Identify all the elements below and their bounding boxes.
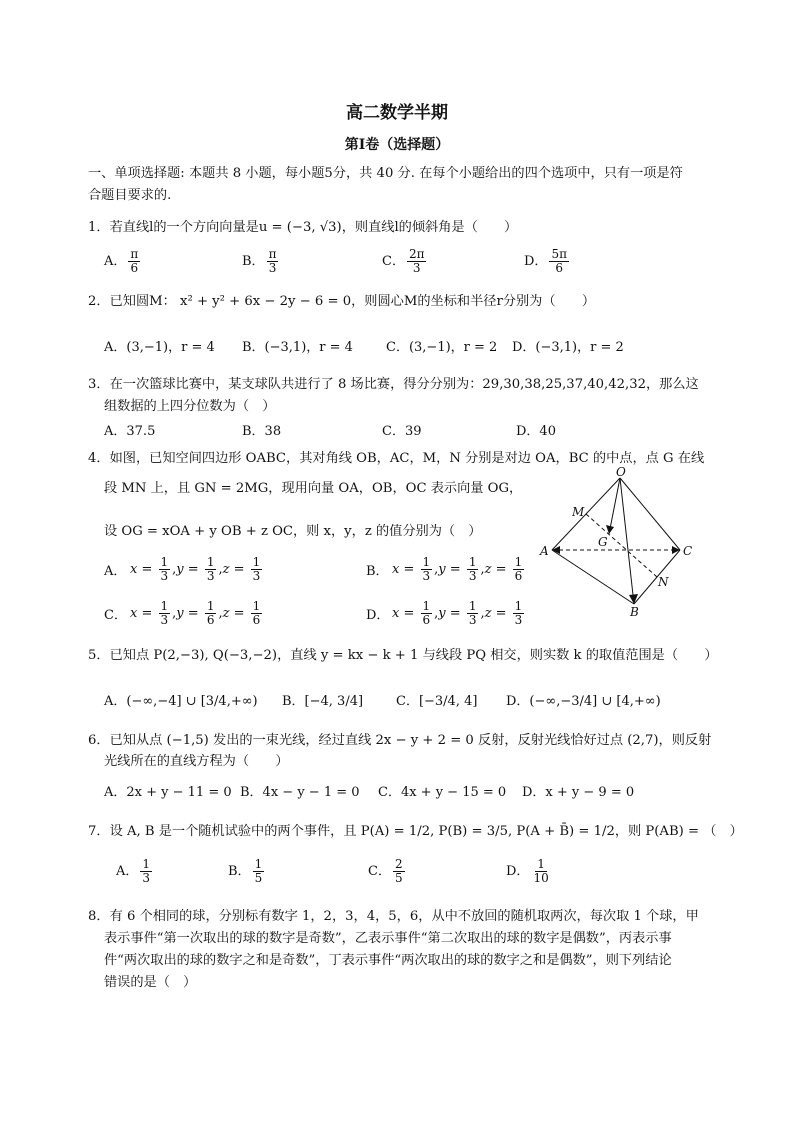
numerator: 1	[537, 857, 545, 871]
label-m: M	[572, 505, 585, 519]
instructions-line-1: 一、单项选择题: 本题共 8 小题，每小题5分，共 40 分. 在每个小题给出的四个选项中，只有一项是符	[88, 166, 683, 181]
q5-option-a[interactable]: A．(−∞,−4] ∪ [3/4,+∞)	[104, 694, 258, 709]
tetrahedron-figure	[536, 466, 706, 618]
fraction	[140, 858, 152, 885]
q6-option-b[interactable]: B．4x − y − 1 = 0	[240, 785, 360, 800]
option-label: D．	[524, 254, 548, 269]
q1-option-b[interactable]	[242, 248, 280, 275]
label-a: A	[540, 544, 549, 558]
q3-option-b[interactable]: B．38	[242, 424, 282, 439]
denominator: 6	[422, 613, 431, 627]
q1-option-c[interactable]	[382, 248, 428, 275]
fraction	[159, 600, 171, 627]
q4-option-b-values: x = $\frac{1}{3}$ ,y = $\frac{1}{3}$ ,z = $\frac{1}{6}$	[392, 555, 523, 583]
denominator: 3	[268, 261, 277, 275]
q7-option-d[interactable]	[506, 858, 553, 885]
fraction	[421, 556, 433, 583]
q4-option-c[interactable]: C．	[104, 608, 127, 623]
option-label: C．	[368, 864, 391, 879]
denominator: 3	[468, 569, 477, 583]
q5-stem: 5．已知点 P(2,−3), Q(−3,−2)，直线 y = kx − k + 1 与线段 PQ 相交，则实数 k 的取值范围是（ ）	[88, 648, 718, 663]
numerator: 1	[160, 599, 169, 613]
fraction	[251, 600, 263, 627]
q1-option-a[interactable]	[104, 248, 142, 275]
fraction	[421, 600, 433, 627]
q4-line-3: 设 OG = xOA + y OB + z OC，则 x，y，z 的值分别为（ ）	[104, 524, 482, 539]
numerator: 1	[252, 599, 261, 613]
q3-option-a[interactable]: A．37.5	[104, 424, 156, 439]
fraction	[205, 600, 217, 627]
q4-option-d[interactable]: D．	[366, 608, 390, 623]
fraction	[253, 858, 265, 885]
numerator: 1	[160, 555, 169, 569]
q8-line-1: 8．有 6 个相同的球，分别标有数字 1，2，3，4，5，6，从中不放回的随机取两次，每次取 1 个球，甲	[88, 909, 699, 924]
denominator: 5	[394, 871, 403, 885]
q6-option-a[interactable]: A．2x + y − 11 = 0	[104, 785, 232, 800]
denominator: 3	[252, 569, 261, 583]
numerator: 1	[142, 857, 151, 871]
option-label: B．	[228, 864, 251, 879]
edge-ab	[552, 550, 634, 604]
arrow-ob	[629, 594, 638, 604]
q5-option-d[interactable]: D．(−∞,−3/4] ∪ [4,+∞)	[506, 694, 661, 709]
q1-stem: 1．若直线l的一个方向向量是u = (−3, √3)，则直线l的倾斜角是（ ）	[88, 220, 518, 235]
option-label: B．	[242, 254, 265, 269]
denominator: 3	[206, 569, 215, 583]
option-label: D．	[506, 864, 530, 879]
fraction	[159, 556, 171, 583]
denominator: 6	[252, 613, 261, 627]
q4-line-1: 4．如图，已知空间四边形 OABC，其对角线 OB，AC，M，N 分别是对边 OA，BC 的中点，点 G 在线	[88, 451, 705, 466]
arrow-oc	[672, 546, 680, 554]
numerator: 1	[468, 599, 477, 613]
q7-stem: 7．设 A, B 是一个随机试验中的两个事件，且 P(A) = 1/2, P(B) = 3/5, P(A + B̄) = 1/2，则 P(AB) = （ ）	[88, 824, 743, 839]
fraction	[251, 556, 263, 583]
numerator: 1	[206, 555, 215, 569]
numerator: 1	[252, 555, 261, 569]
denominator: 5	[254, 871, 263, 885]
numerator: 1	[514, 599, 523, 613]
vector-og	[609, 478, 620, 534]
section-heading: 第Ⅰ卷（选择题）	[344, 137, 450, 153]
denominator: 3	[468, 613, 477, 627]
numerator: π	[268, 247, 277, 261]
numerator: 1	[422, 555, 431, 569]
q2-option-a[interactable]: A．(3,−1)，r = 4	[104, 340, 215, 355]
fraction	[549, 248, 569, 275]
denominator: 3	[142, 871, 151, 885]
denominator: 10	[533, 871, 549, 885]
q2-option-c[interactable]: C．(3,−1)，r = 2	[386, 340, 498, 355]
q4-option-a-values: x = $\frac{1}{3}$ ,y = $\frac{1}{3}$ ,z = $\frac{1}{3}$	[130, 555, 261, 583]
q3-line-2: 组数据的上四分位数为（ ）	[104, 399, 276, 414]
q8-line-2: 表示事件“第一次取出的球的数字是奇数”，乙表示事件“第二次取出的球的数字是偶数”，丙表示事	[104, 931, 672, 946]
label-b: B	[630, 605, 639, 618]
q4-option-c-values: x = $\frac{1}{3}$ ,y = $\frac{1}{6}$ ,z = $\frac{1}{6}$	[130, 599, 261, 627]
q8-line-4: 错误的是（ ）	[104, 975, 197, 990]
denominator: 6	[206, 613, 215, 627]
q6-option-d[interactable]: D．x + y − 9 = 0	[522, 785, 635, 800]
fraction	[467, 600, 479, 627]
q3-option-c[interactable]: C．39	[382, 424, 422, 439]
q4-option-d-values: x = $\frac{1}{6}$ ,y = $\frac{1}{3}$ ,z = $\frac{1}{3}$	[392, 599, 523, 627]
fraction	[128, 248, 140, 275]
denominator: 6	[514, 569, 523, 583]
numerator: 1	[422, 599, 431, 613]
fraction	[467, 556, 479, 583]
fraction	[407, 248, 427, 275]
denominator: 3	[160, 569, 169, 583]
numerator: 5π	[551, 247, 567, 261]
denominator: 6	[555, 261, 564, 275]
fraction	[393, 858, 405, 885]
option-label: C．	[382, 254, 405, 269]
q2-stem: 2．已知圆M： x² + y² + 6x − 2y − 6 = 0，则圆心M的坐标和半径r分别为（ ）	[88, 294, 596, 309]
q1-option-d[interactable]	[524, 248, 571, 275]
q7-option-c[interactable]	[368, 858, 407, 885]
fraction	[205, 556, 217, 583]
denominator: 3	[412, 261, 421, 275]
denominator: 3	[514, 613, 523, 627]
q5-option-b[interactable]: B．[−4, 3/4]	[282, 694, 364, 709]
q7-option-a[interactable]	[116, 858, 154, 885]
fraction	[513, 556, 525, 583]
edge-ob	[620, 478, 634, 604]
q3-line-1: 3．在一次篮球比赛中，某支球队共进行了 8 场比赛，得分分别为：29,30,38,25,37,40,42,32，那么这	[88, 377, 699, 392]
label-o: O	[616, 466, 626, 479]
q6-line-2: 光线所在的直线方程为（ ）	[104, 754, 289, 769]
option-label: A．	[104, 254, 127, 269]
segment-mn	[586, 514, 657, 577]
numerator: 1	[206, 599, 215, 613]
instructions-line-2: 合题目要求的.	[88, 188, 172, 203]
label-c: C	[683, 544, 693, 558]
fraction	[267, 248, 279, 275]
label-n: N	[658, 575, 669, 589]
q8-line-3: 件“两次取出的球的数字之和是奇数”，丁表示事件“两次取出的球的数字之和是偶数”，则下列结论	[104, 953, 672, 968]
q2-option-b[interactable]: B．(−3,1)，r = 4	[242, 340, 353, 355]
edge-oc	[620, 478, 680, 550]
denominator: 3	[422, 569, 431, 583]
numerator: 1	[254, 857, 263, 871]
q3-option-d[interactable]: D．40	[516, 424, 556, 439]
q7-option-b[interactable]	[228, 858, 266, 885]
page-title: 高二数学半期	[346, 103, 448, 123]
numerator: 1	[514, 555, 523, 569]
label-g: G	[598, 535, 608, 549]
numerator: 2	[394, 857, 403, 871]
q6-option-c[interactable]: C．4x + y − 15 = 0	[378, 785, 507, 800]
numerator: 2π	[408, 247, 425, 261]
q2-option-d[interactable]: D．(−3,1)，r = 2	[512, 340, 624, 355]
fraction	[513, 600, 525, 627]
denominator: 6	[130, 261, 139, 275]
q4-line-2: 段 MN 上，且 GN = 2MG，现用向量 OA，OB，OC 表示向量 OG，	[104, 481, 523, 496]
fraction	[531, 858, 550, 885]
option-label: A．	[116, 864, 139, 879]
numerator: π	[130, 247, 139, 261]
q6-line-1: 6．已知从点 (−1,5) 发出的一束光线，经过直线 2x − y + 2 = 0 反射，反射光线恰好过点 (2,7)，则反射	[88, 733, 712, 748]
numerator: 1	[468, 555, 477, 569]
q4-option-a[interactable]: A．	[104, 564, 127, 579]
q4-option-b[interactable]: B．	[366, 564, 389, 579]
q5-option-c[interactable]: C．[−3/4, 4]	[396, 694, 478, 709]
denominator: 3	[160, 613, 169, 627]
